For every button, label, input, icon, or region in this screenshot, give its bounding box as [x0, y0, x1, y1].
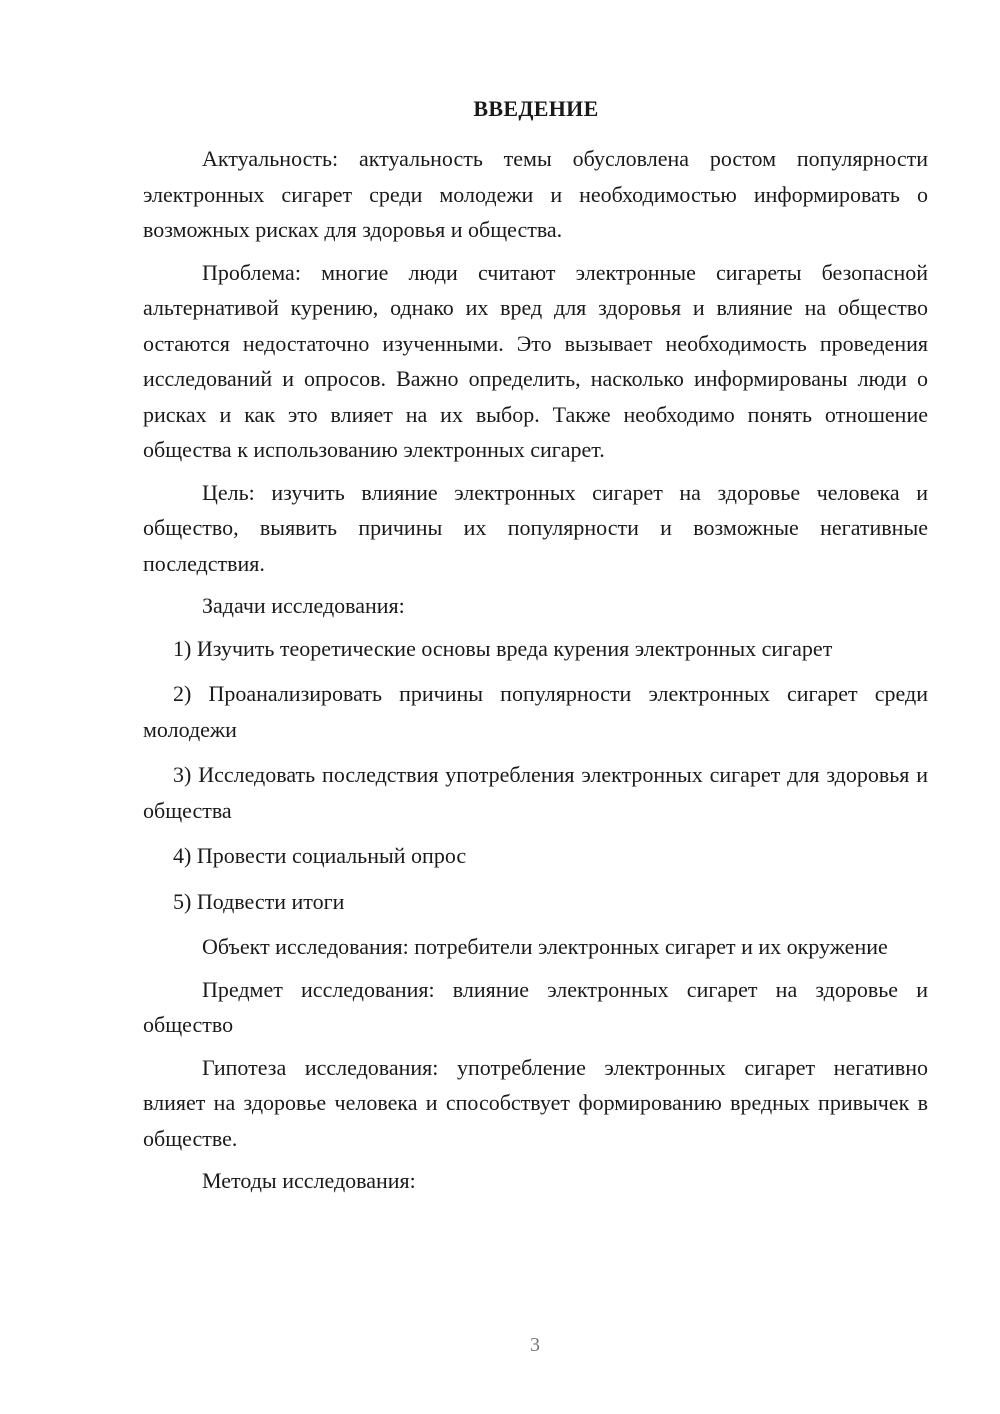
- problem-paragraph: Проблема: многие люди считают электронные сигареты безопасной альтернативой курению, однако их вред для здоровья и влияние на общество остаются недостаточно изученными. Это вызывает необходимость проведения исследований и опросов. Важно определить, насколько информированы люди о рисках и как это влияет на их выбор. Также необходимо понять отношение общества к использованию электронных сигарет.: [143, 259, 928, 462]
- subject-paragraph: Предмет исследования: влияние электронных сигарет на здоровье и общество: [143, 976, 928, 1037]
- task-item: 4) Провести социальный опрос: [173, 843, 467, 868]
- task-item: 2) Проанализировать причины популярности электронных сигарет среди молодежи: [143, 681, 928, 742]
- methods-heading: Методы исследования:: [202, 1168, 416, 1193]
- goal-paragraph: Цель: изучить влияние электронных сигарет на здоровье человека и общество, выявить причины их популярности и возможные негативные последствия.: [143, 479, 928, 576]
- document-body: [143, 141, 928, 1206]
- page-number: 3: [530, 1334, 540, 1356]
- hypothesis-paragraph: Гипотеза исследования: употребление электронных сигарет негативно влияет на здоровье человека и способствует формированию вредных привычек в обществе.: [143, 1054, 928, 1151]
- tasks-heading: Задачи исследования:: [202, 593, 405, 618]
- object-paragraph: Объект исследования: потребители электронных сигарет и их окружение: [202, 934, 888, 959]
- task-item: 3) Исследовать последствия употребления электронных сигарет для здоровья и общества: [143, 762, 928, 823]
- section-heading: ВВЕДЕНИЕ: [473, 96, 599, 121]
- task-item: 5) Подвести итоги: [173, 888, 345, 914]
- relevance-paragraph: Актуальность: актуальность темы обусловлена ростом популярности электронных сигарет среди молодежи и необходимостью информировать о возможных рисках для здоровья и общества.: [143, 146, 928, 242]
- task-item: 1) Изучить теоретические основы вреда курения электронных сигарет: [173, 635, 833, 661]
